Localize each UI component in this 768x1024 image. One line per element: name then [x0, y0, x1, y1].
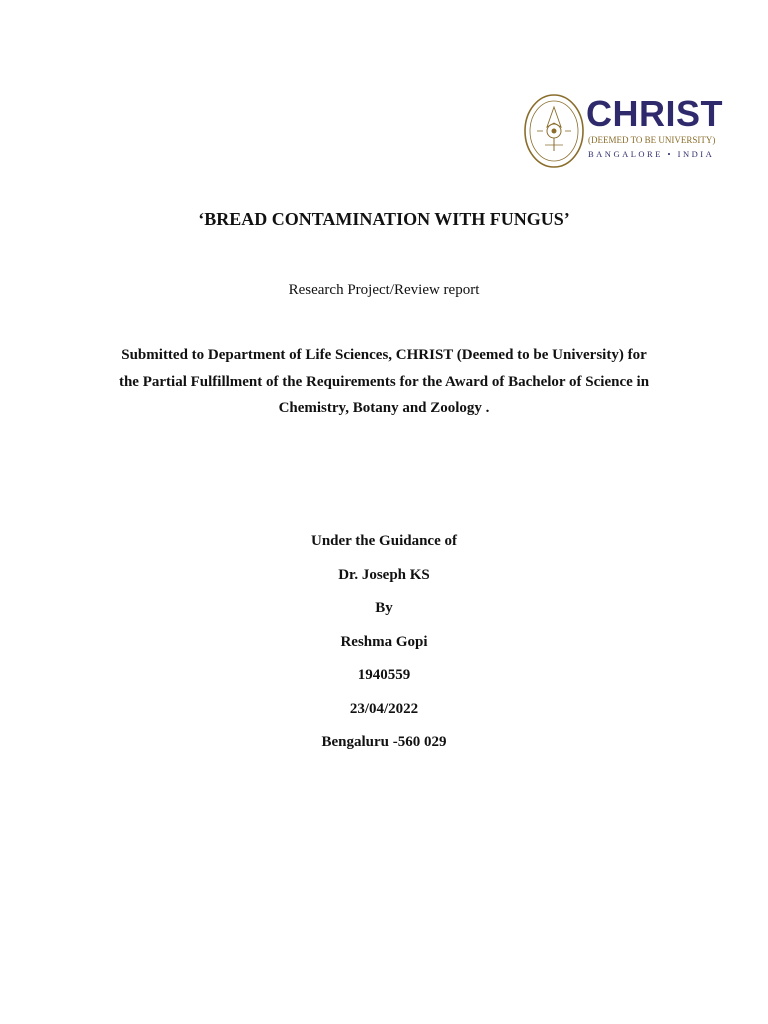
university-seal-icon	[523, 93, 585, 169]
submission-line-3: Chemistry, Botany and Zoology .	[278, 400, 490, 416]
register-number: 1940559	[357, 667, 411, 683]
logo-wordmark: CHRIST	[586, 93, 723, 134]
university-logo	[516, 88, 722, 174]
logo-location: BANGALORE • INDIA	[588, 149, 715, 159]
submission-line-1: Submitted to Department of Life Sciences, CHRIST (Deemed to be University) for	[121, 347, 647, 363]
by-label: By	[375, 600, 393, 616]
report-title: ‘BREAD CONTAMINATION WITH FUNGUS’	[198, 209, 570, 229]
author-name: Reshma Gopi	[340, 634, 428, 650]
logo-subline: (DEEMED TO BE UNIVERSITY)	[588, 135, 716, 145]
report-subtitle: Research Project/Review report	[288, 282, 480, 298]
guidance-label: Under the Guidance of	[311, 533, 457, 549]
submission-date: 23/04/2022	[349, 701, 419, 717]
submission-line-2: the Partial Fulfillment of the Requirements for the Award of Bachelor of Science in	[118, 374, 650, 390]
guide-name: Dr. Joseph KS	[338, 567, 430, 583]
place: Bengaluru -560 029	[321, 734, 447, 750]
